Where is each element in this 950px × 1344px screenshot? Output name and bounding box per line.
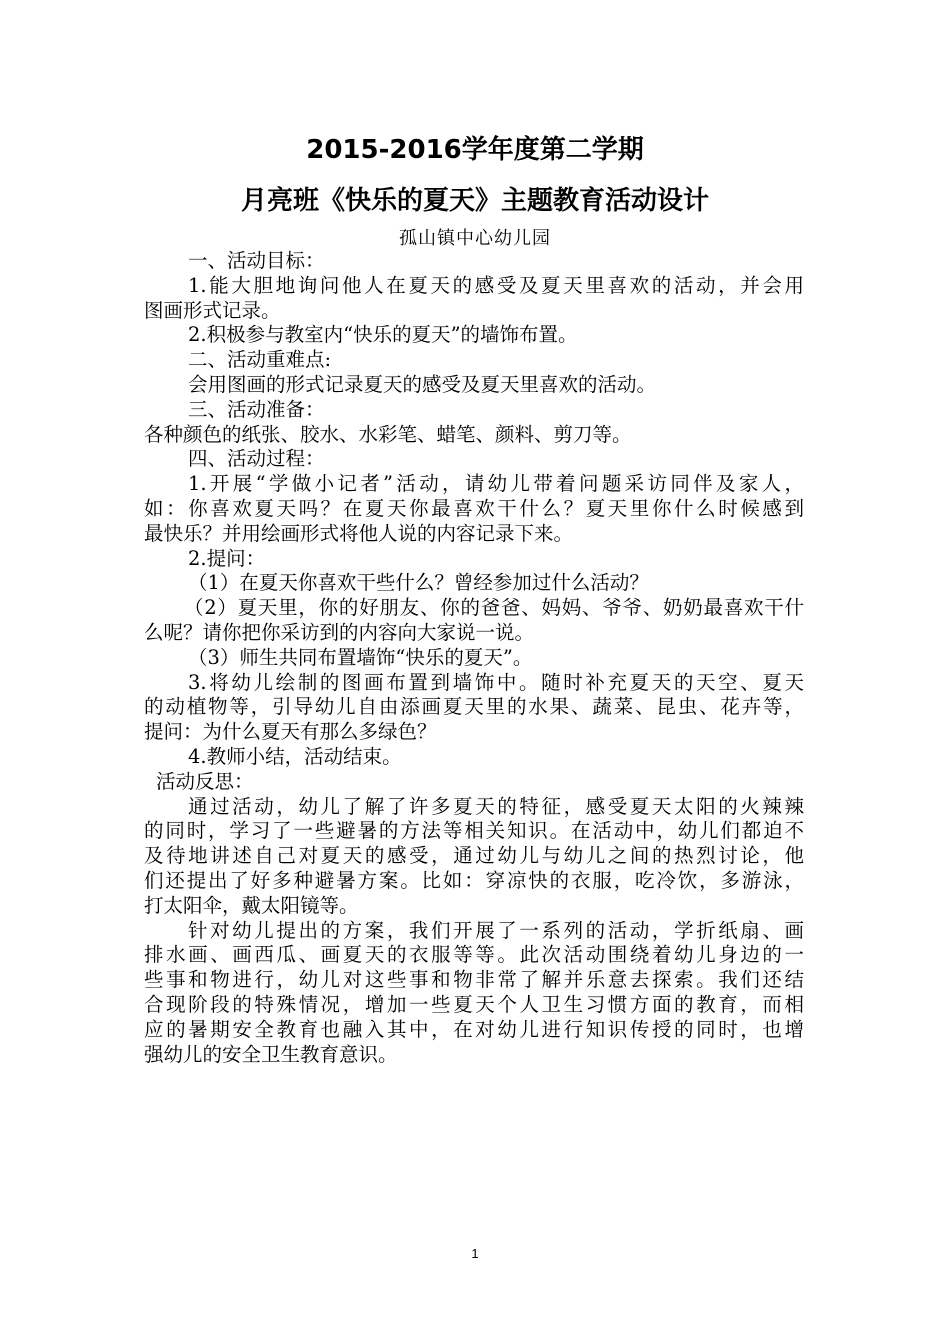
body-line: 2.积极参与教室内“快乐的夏天”的墙饰布置。 <box>188 323 578 347</box>
body-line: 通过活动，幼儿了解了许多夏天的特征，感受夏天太阳的火辣辣 <box>188 794 804 818</box>
document-title-activity: 月亮班《快乐的夏天》主题教育活动设计 <box>240 186 709 216</box>
body-line: 如：你喜欢夏天吗？在夏天你最喜欢干什么？夏天里你什么时候感到 <box>144 496 804 520</box>
section-heading-goals: 一、活动目标： <box>188 249 325 272</box>
body-line: 图画形式记录。 <box>144 298 281 322</box>
body-line: （3）师生共同布置墙饰“快乐的夏天”。 <box>188 645 533 669</box>
section-heading-key-points: 二、活动重难点: <box>188 348 332 372</box>
body-line: 的同时，学习了一些避暑的方法等相关知识。在活动中，幼儿们都迫不 <box>144 819 804 843</box>
body-line: 及待地讲述自己对夏天的感受，通过幼儿与幼儿之间的热烈讨论，他 <box>144 844 804 868</box>
body-line: 4.教师小结，活动结束。 <box>188 744 402 768</box>
body-line: 1.开展“学做小记者”活动，请幼儿带着问题采访同伴及家人， <box>188 472 804 496</box>
body-line: 强幼儿的安全卫生教育意识。 <box>144 1042 398 1066</box>
body-line: 的动植物等，引导幼儿自由添画夏天里的水果、蔬菜、昆虫、花卉等， <box>144 695 804 719</box>
document-body <box>144 249 804 1067</box>
body-line: 提问：为什么夏天有那么多绿色？ <box>144 720 437 744</box>
body-line: 应的暑期安全教育也融入其中，在对幼儿进行知识传授的同时，也增 <box>144 1017 804 1041</box>
body-line: 会用图画的形式记录夏天的感受及夏天里喜欢的活动。 <box>188 372 657 396</box>
document-title-term: 2015-2016学年度第二学期 <box>306 135 644 165</box>
body-line: （1）在夏天你喜欢干些什么？曾经参加过什么活动？ <box>188 571 649 595</box>
body-line: 打太阳伞，戴太阳镜等。 <box>144 893 359 917</box>
body-line: 1.能大胆地询问他人在夏天的感受及夏天里喜欢的活动，并会用 <box>188 273 804 297</box>
body-line: 些事和物进行，幼儿对这些事和物非常了解并乐意去探索。我们还结 <box>144 968 804 992</box>
body-line: 排水画、画西瓜、画夏天的衣服等等。此次活动围绕着幼儿身边的一 <box>144 943 804 967</box>
body-line: 合现阶段的特殊情况，增加一些夏天个人卫生习惯方面的教育，而相 <box>144 992 804 1016</box>
body-line: 么呢？请你把你采访到的内容向大家说一说。 <box>144 620 535 644</box>
body-line: 各种颜色的纸张、胶水、水彩笔、蜡笔、颜料、剪刀等。 <box>144 422 632 446</box>
body-line: 针对幼儿提出的方案，我们开展了一系列的活动，学折纸扇、画 <box>188 918 804 942</box>
section-heading-preparation: 三、活动准备： <box>188 397 325 421</box>
section-heading-process: 四、活动过程： <box>188 447 325 471</box>
body-line: 们还提出了好多种避暑方案。比如：穿凉快的衣服，吃冷饮，多游泳， <box>144 868 804 892</box>
body-line: （2）夏天里，你的好朋友、你的爸爸、妈妈、爷爷、奶奶最喜欢干什 <box>184 596 804 620</box>
page-number: 1 <box>471 1246 479 1261</box>
section-heading-reflection: 活动反思： <box>156 769 254 793</box>
body-line: 3.将幼儿绘制的图画布置到墙饰中。随时补充夏天的天空、夏天 <box>188 670 804 694</box>
body-line: 最快乐？并用绘画形式将他人说的内容记录下来。 <box>144 521 574 545</box>
body-line: 2.提问： <box>188 546 266 570</box>
school-name: 孤山镇中心幼儿园 <box>399 228 551 249</box>
